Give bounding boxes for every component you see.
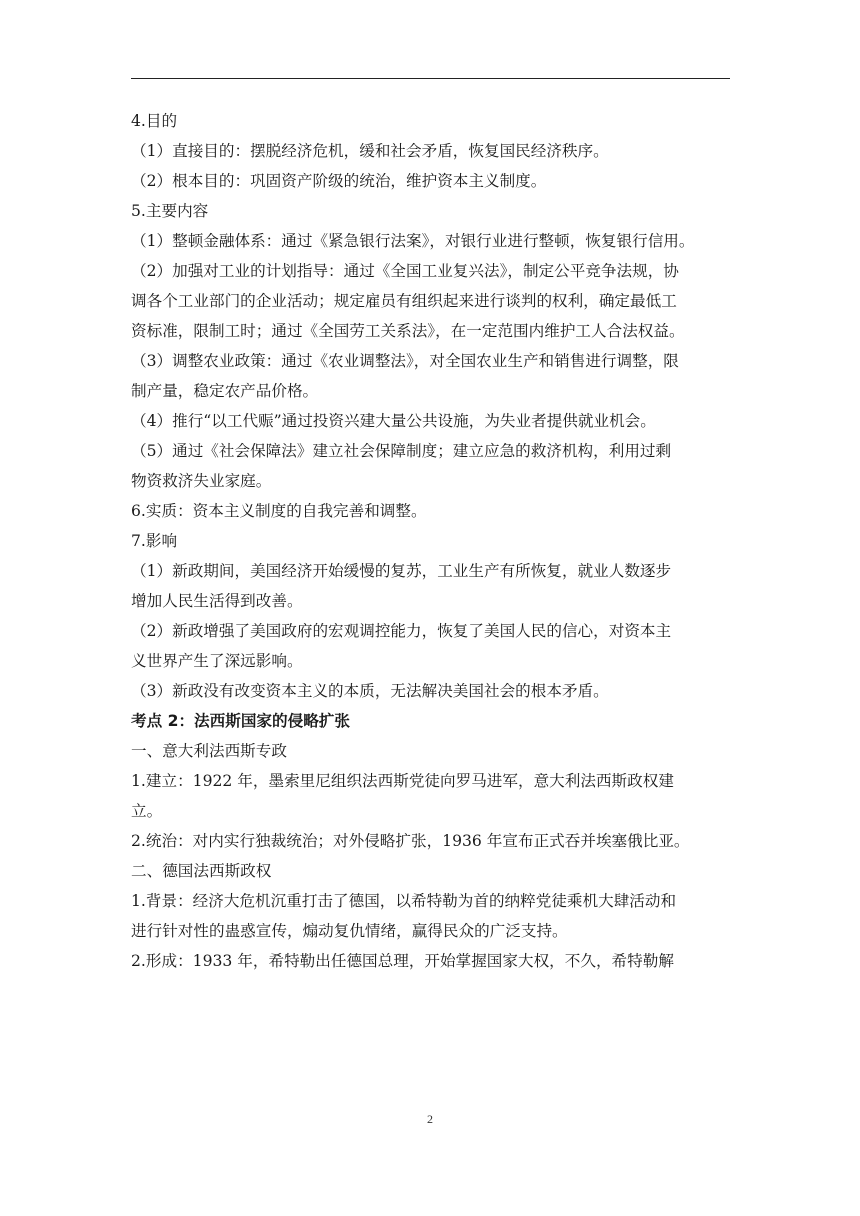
text-line: 4.目的 [131,112,178,130]
text-line: （3）调整农业政策：通过《农业调整法》，对全国农业生产和销售进行调整，限 [131,352,679,370]
section-heading: 考点 2：法西斯国家的侵略扩张 [131,712,350,730]
text-line: （1）整顿金融体系：通过《紧急银行法案》，对银行业进行整顿，恢复银行信用。 [131,232,695,250]
text-line: 2.统治：对内实行独裁统治；对外侵略扩张，1936 年宣布正式吞并埃塞俄比亚。 [131,832,690,850]
text-line: （5）通过《社会保障法》建立社会保障制度；建立应急的救济机构，利用过剩 [131,442,672,460]
text-line: （1）直接目的：摆脱经济危机，缓和社会矛盾，恢复国民经济秩序。 [131,142,609,160]
text-line: 调各个工业部门的企业活动；规定雇员有组织起来进行谈判的权利，确定最低工 [131,292,677,310]
text-line: 一、意大利法西斯专政 [131,742,287,760]
text-line: （1）新政期间，美国经济开始缓慢的复苏，工业生产有所恢复，就业人数逐步 [131,562,672,580]
text-line: 7.影响 [131,532,178,550]
text-line: 立。 [131,802,163,820]
text-line: 物资救济失业家庭。 [131,472,272,490]
text-line: （2）新政增强了美国政府的宏观调控能力，恢复了美国人民的信心，对资本主 [131,622,672,640]
text-line: 增加人民生活得到改善。 [131,592,303,610]
text-line: 1.建立：1922 年，墨索里尼组织法西斯党徒向罗马进军，意大利法西斯政权建 [131,772,674,790]
text-line: 5.主要内容 [131,202,209,220]
page-number: 2 [427,1112,433,1126]
text-line: 义世界产生了深远影响。 [131,652,303,670]
header-rule [131,78,730,79]
text-line: 资标准，限制工时；通过《全国劳工关系法》，在一定范围内维护工人合法权益。 [131,322,685,340]
text-line: （4）推行“以工代赈”通过投资兴建大量公共设施，为失业者提供就业机会。 [131,412,656,430]
text-line: （2）根本目的：巩固资产阶级的统治，维护资本主义制度。 [131,172,547,190]
text-line: 进行针对性的蛊惑宣传，煽动复仇情绪，赢得民众的广泛支持。 [131,922,568,940]
text-line: 6.实质：资本主义制度的自我完善和调整。 [131,502,427,520]
text-line: （2）加强对工业的计划指导：通过《全国工业复兴法》，制定公平竞争法规，协 [131,262,679,280]
text-line: （3）新政没有改变资本主义的本质，无法解决美国社会的根本矛盾。 [131,682,609,700]
text-line: 2.形成：1933 年，希特勒出任德国总理，开始掌握国家大权，不久，希特勒解 [131,952,674,970]
document-body [131,106,741,976]
text-line: 制产量，稳定农产品价格。 [131,382,319,400]
text-line: 二、德国法西斯政权 [131,862,272,880]
text-line: 1.背景：经济大危机沉重打击了德国，以希特勒为首的纳粹党徒乘机大肆活动和 [131,892,677,910]
